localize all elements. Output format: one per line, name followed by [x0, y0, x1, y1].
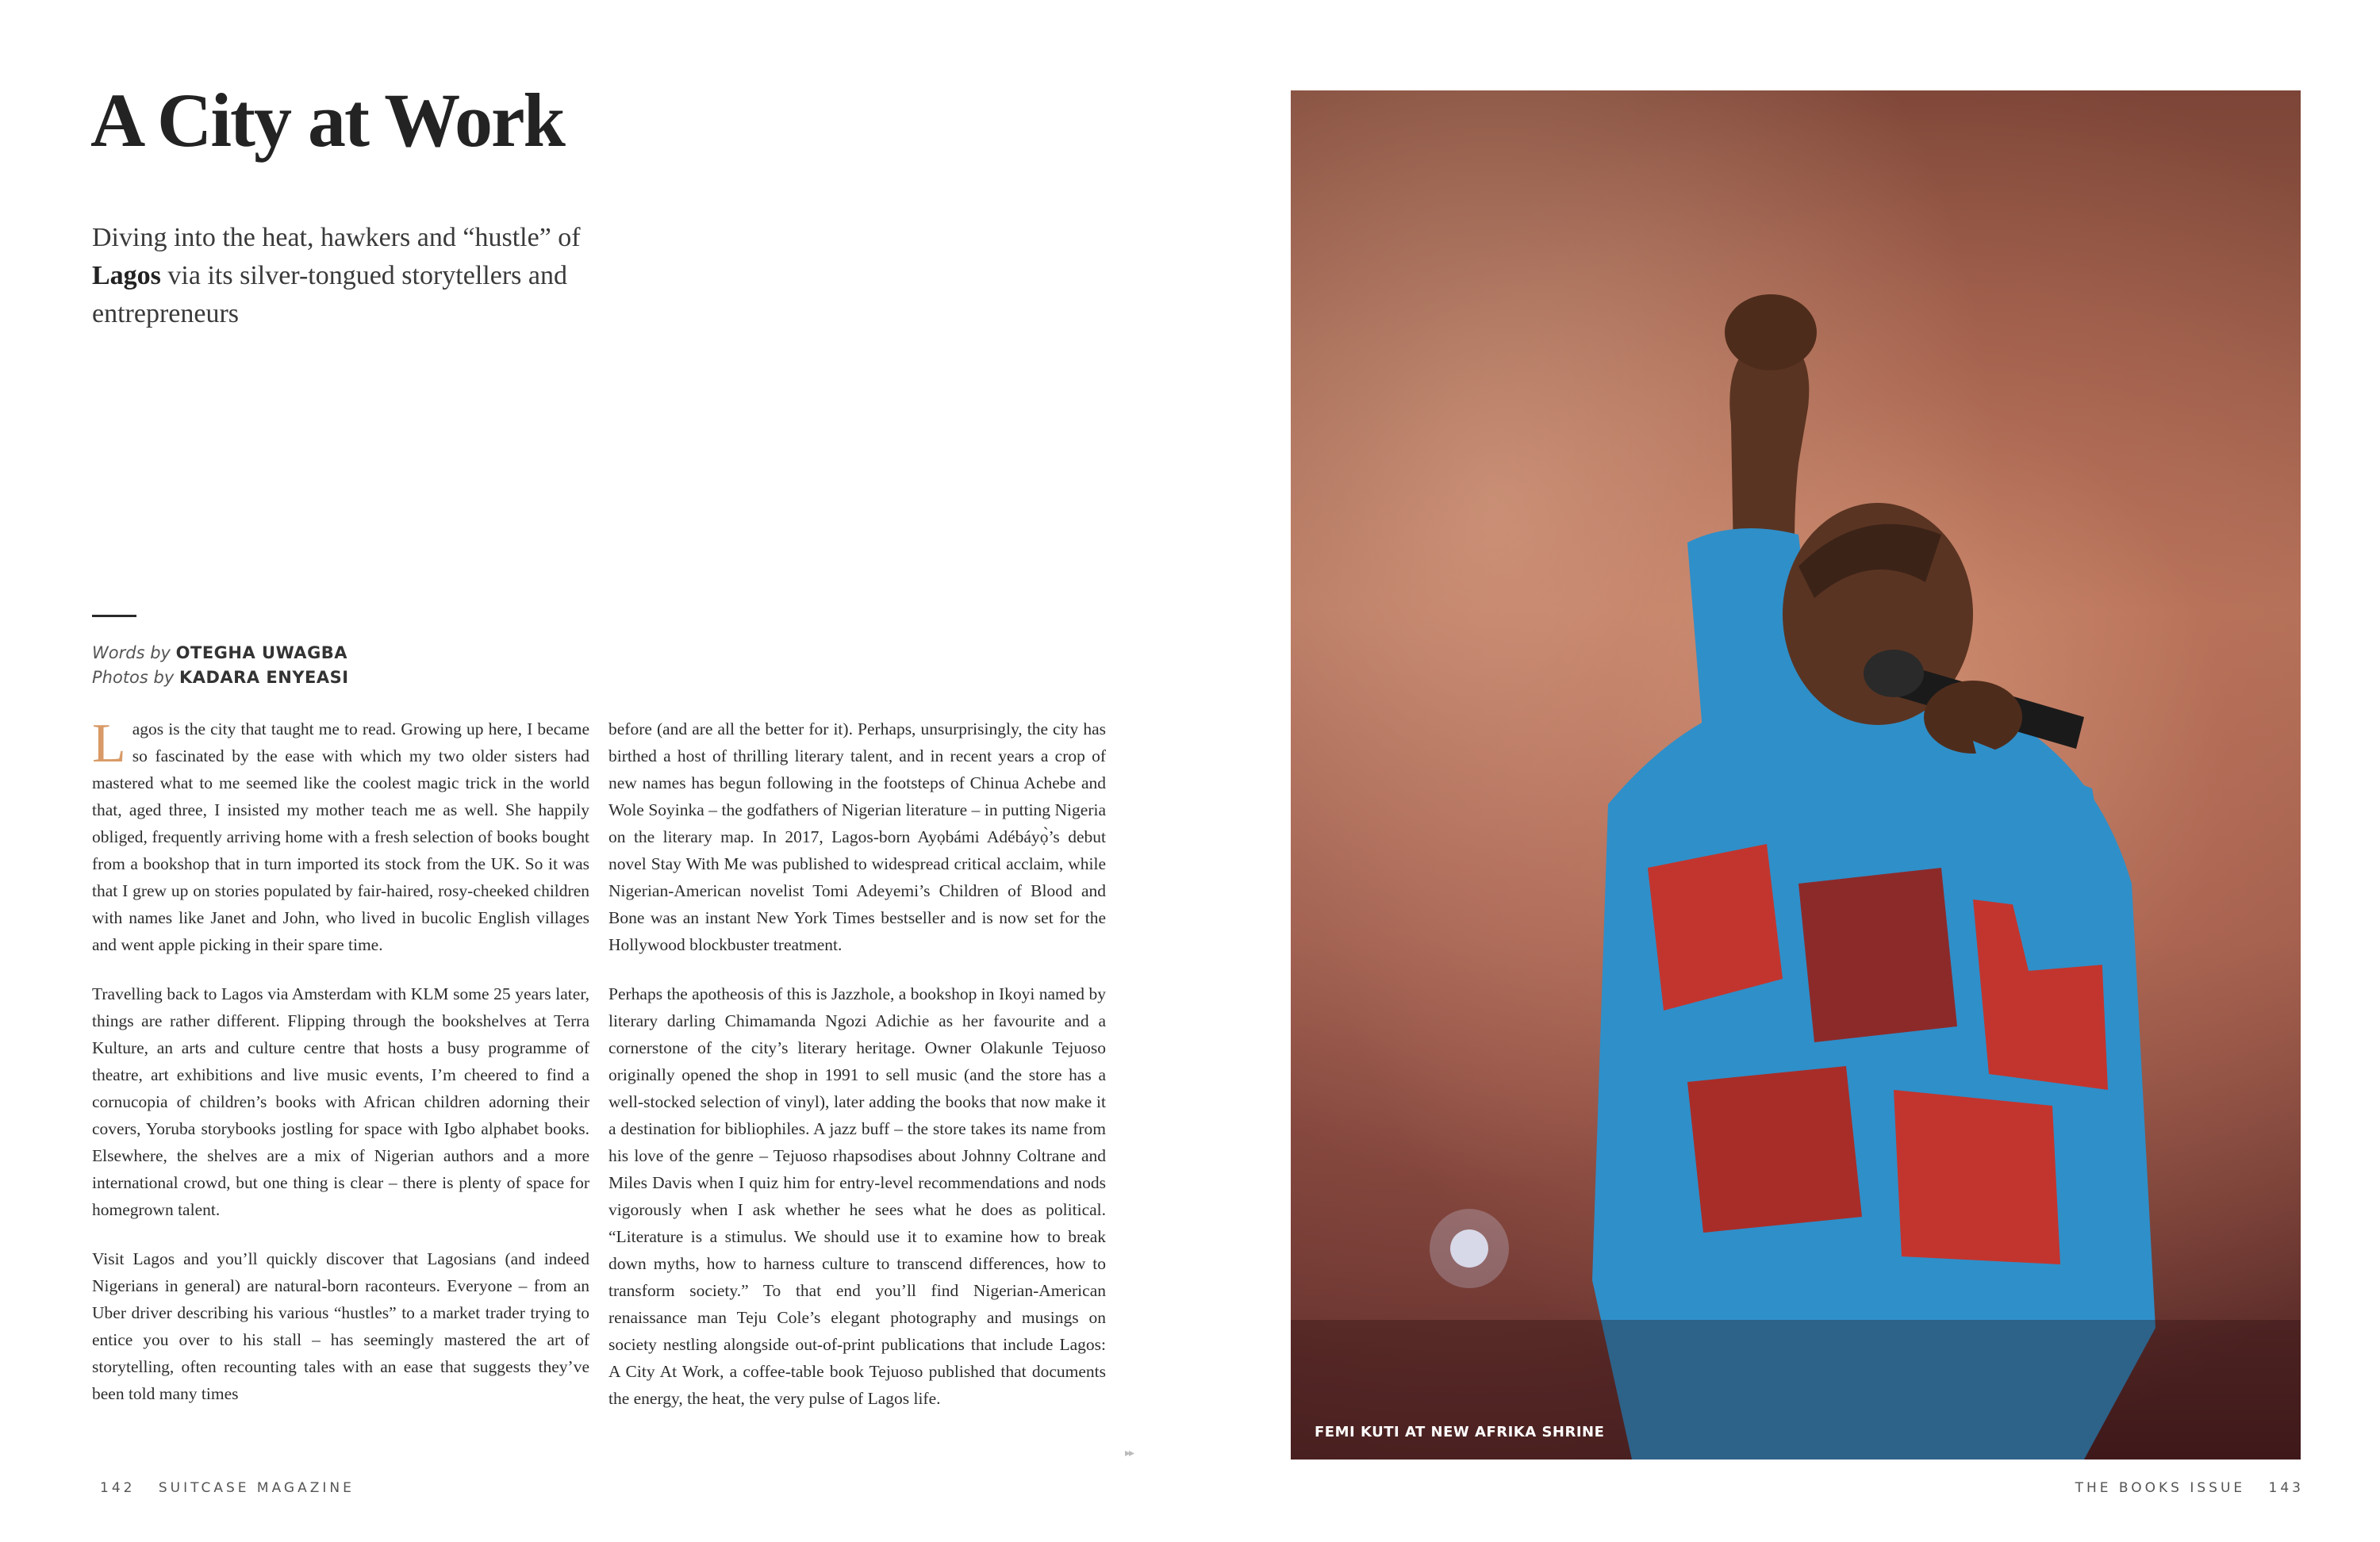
body-paragraph: before (and are all the better for it). Perhaps, unsurprisingly, the city has birthed a host of thrilling literary talent, and in recent years a crop of new names has begun following in the footsteps of Chinua Achebe and Wole Soyinka – the godfathers of Nigerian literature – in putting Nigeria on the literary map. In 2017, Lagos-born Ayọbámi Adébáyọ̀’s debut novel Stay With Me was published to widespread critical acclaim, while Nigerian-American novelist Tomi Adeyemi’s Children of Blood and Bone was an instant New York Times bestseller and is now set for the Hollywood blockbuster treatment.: [608, 719, 1106, 954]
left-page-number: 142: [100, 1480, 136, 1496]
photos-credit: [92, 666, 349, 690]
shirt-pattern: [1894, 1090, 2060, 1264]
body-column-1: [92, 715, 589, 1429]
words-label: Words by: [92, 643, 171, 662]
performer-illustration: [1291, 90, 2301, 1460]
right-page-number: 143: [2268, 1480, 2304, 1496]
shirt-pattern: [1798, 868, 1957, 1042]
byline-divider: [92, 615, 136, 617]
words-author: OTEGHA UWAGBA: [175, 643, 348, 662]
credits: [92, 641, 349, 690]
drop-cap: L: [92, 713, 126, 774]
photos-author: KADARA ENYEASI: [178, 668, 349, 687]
photos-label: Photos by: [92, 668, 175, 687]
continue-arrows-icon: ▸▸: [1125, 1447, 1134, 1460]
left-folio: [92, 1480, 363, 1496]
body-paragraph: Perhaps the apotheosis of this is Jazzhole, a bookshop in Ikoyi named by literary darling Chimamanda Ngozi Adichie as her favourite and a cornerstone of the city’s literary heritage. Owner Olakunle Tejuoso originally opened the shop in 1991 to sell music (and the store has a well-stocked selection of vinyl), later adding the books that now make it a destination for bibliophiles. A jazz buff – the store takes its name from his love of the genre – Tejuoso rhapsodises about Johnny Coltrane and Miles Davis when I quiz him for entry-level recommendations and nods vigorously when I ask whether he sees what he does as political. “Literature is a stimulus. We should use it to examine how to break down myths, how to harness culture to transcend differences, how to transform society.” To that end you’ll find Nigerian-American renaissance man Teju Cole’s elegant photography and musings on society nestling alongside out-of-print publications that include Lagos: A City At Work, a coffee-table book Tejuoso published that documents the energy, the heat, the very pulse of Lagos life.: [608, 984, 1106, 1408]
microphone-head: [1864, 650, 1924, 697]
body-paragraph: Visit Lagos and you’ll quickly discover that Lagosians (and indeed Nigerians in general) are natural-born raconteurs. Everyone – from an Uber driver describing his various “hustles” to a market trader trying to entice you over to his stall – has seemingly mastered the art of storytelling, often recounting tales with an ease that suggests they’ve been told many times: [92, 1249, 589, 1403]
performer-photo: [1291, 90, 2301, 1460]
stage-light-glow: [1430, 1209, 1509, 1288]
magazine-name: SUITCASE MAGAZINE: [158, 1480, 355, 1496]
article-title: A City at Work: [90, 78, 564, 163]
body-paragraph: Travelling back to Lagos via Amsterdam with KLM some 25 years later, things are rather different. Flipping through the bookshelves at Terra Kulture, an arts and culture centre that hosts a busy programme of theatre, art exhibitions and live music events, I’m cheered to find a cornucopia of children’s books with African children adorning their covers, Yoruba storybooks jostling for space with Igbo alphabet books. Elsewhere, the shelves are a mix of Nigerian authors and a more international crowd, but one thing is clear – there is plenty of space for homegrown talent.: [92, 984, 589, 1219]
body-column-2: [608, 715, 1106, 1434]
raised-fist: [1725, 294, 1817, 370]
issue-name: THE BOOKS ISSUE: [2075, 1480, 2246, 1496]
paragraph-text: agos is the city that taught me to read. Growing up here, I became so fascinated by the ease with which my two older sisters had mastered what to me seemed like the coolest magic trick in the world that, aged three, I insisted my mother teach me as well. She happily obliged, frequently arriving home with a fresh selection of books bought from a bookshop that in turn imported its stock from the UK. So it was that I grew up on stories populated by fair-haired, rosy-cheeked children with names like Janet and John, who lived in bucolic English villages and went apple picking in their spare time.: [92, 719, 589, 954]
microphone-hand: [1924, 681, 2022, 754]
shirt-pattern: [1687, 1066, 1862, 1233]
words-credit: [92, 641, 349, 666]
standfirst-start: Diving into the heat, hawkers and “hustle” of: [92, 223, 581, 252]
right-folio: [2067, 1480, 2312, 1496]
standfirst-end: via its silver-tongued storytellers and entrepreneurs: [92, 261, 567, 328]
standfirst-place: Lagos: [92, 261, 161, 290]
standfirst: [92, 219, 631, 333]
photo-caption: FEMI KUTI AT NEW AFRIKA SHRINE: [1315, 1424, 1605, 1440]
body-paragraph: [92, 715, 589, 958]
